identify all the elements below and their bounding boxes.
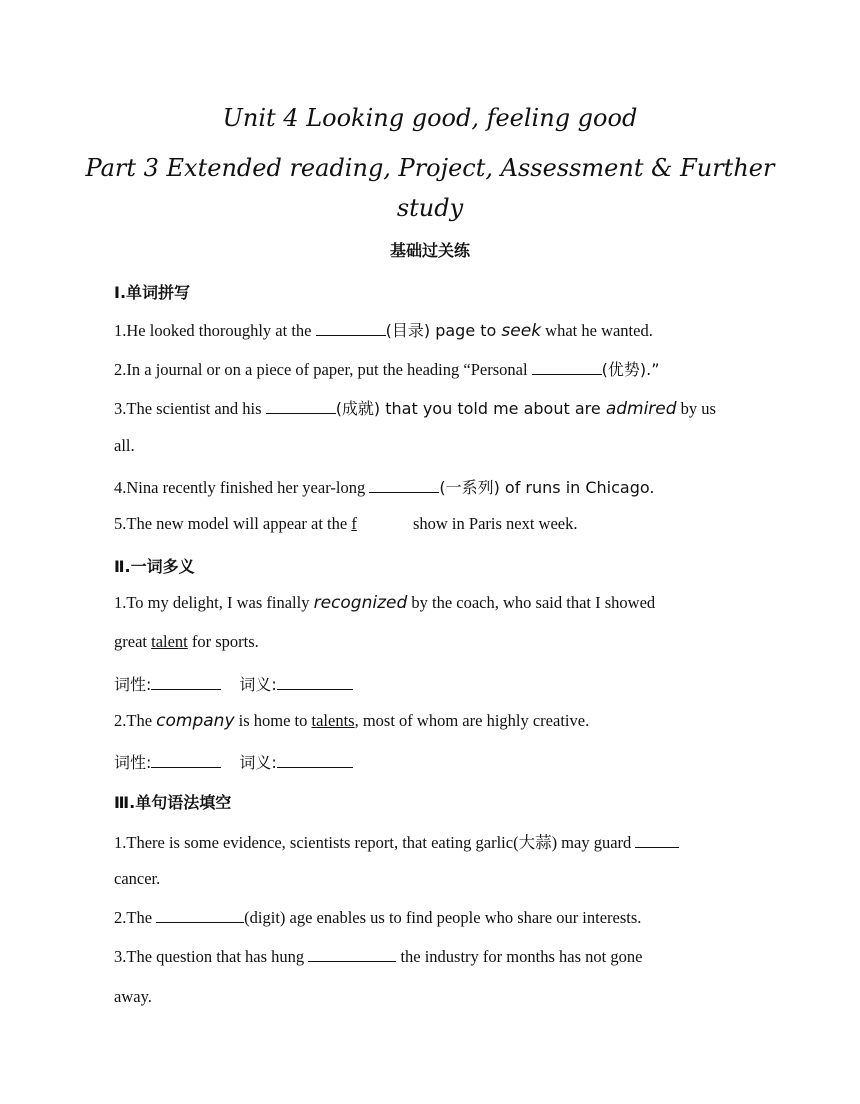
answer-blank[interactable]: [308, 947, 396, 962]
s3-question-3: 3.The question that has hung the industry for months has not gone: [114, 947, 643, 966]
pos-blank[interactable]: [151, 753, 221, 768]
s2-q2-answer-row: 词性: 词义:: [114, 750, 754, 773]
s1-question-2: 2.In a journal or on a piece of paper, put the heading “Personal (优势).”: [114, 360, 660, 379]
section-3-heading: Ⅲ.单句语法填空: [114, 793, 232, 812]
s2-question-1: 1.To my delight, I was finally recognized by the coach, who said that I showed: [114, 593, 656, 613]
section-2-heading: Ⅱ.一词多义: [114, 557, 195, 576]
s3-question-3-cont: away.: [114, 987, 152, 1006]
answer-blank[interactable]: [316, 321, 386, 336]
answer-blank[interactable]: [156, 908, 244, 923]
part-title-continued: study: [396, 194, 464, 222]
meaning-blank[interactable]: [277, 753, 353, 768]
answer-blank-with-hint[interactable]: f: [351, 514, 357, 533]
section-1-heading: Ⅰ.单词拼写: [114, 283, 191, 302]
s1-question-5: 5.The new model will appear at the f show in Paris next week.: [114, 514, 578, 533]
s3-question-1: 1.There is some evidence, scientists report, that eating garlic(大蒜) may guard: [114, 829, 754, 853]
s2-question-2: 2.The company is home to talents, most of whom are highly creative.: [114, 711, 590, 731]
pos-blank[interactable]: [151, 675, 221, 690]
s2-q1-answer-row: 词性: 词义:: [114, 672, 754, 695]
s3-question-1-cont: cancer.: [114, 869, 161, 888]
answer-blank[interactable]: [369, 478, 439, 493]
s1-question-1: 1.He looked thoroughly at the (目录) page to seek what he wanted.: [114, 321, 653, 341]
part-title: Part 3 Extended reading, Project, Assessment & Further: [85, 154, 775, 182]
unit-title: Unit 4 Looking good, feeling good: [222, 104, 638, 132]
s1-question-3-cont: all.: [114, 436, 135, 455]
answer-blank[interactable]: [266, 399, 336, 414]
section-header: 基础过关练: [389, 241, 470, 260]
answer-blank[interactable]: [635, 833, 679, 848]
s3-question-2: 2.The (digit) age enables us to find people who share our interests.: [114, 908, 642, 927]
answer-blank[interactable]: [532, 360, 602, 375]
s1-question-3: 3.The scientist and his (成就) that you told me about are admired by us: [114, 399, 716, 419]
s1-question-4: 4.Nina recently finished her year-long (一系列) of runs in Chicago.: [114, 478, 655, 497]
meaning-blank[interactable]: [277, 675, 353, 690]
s2-question-1-cont: great talent for sports.: [114, 632, 259, 651]
